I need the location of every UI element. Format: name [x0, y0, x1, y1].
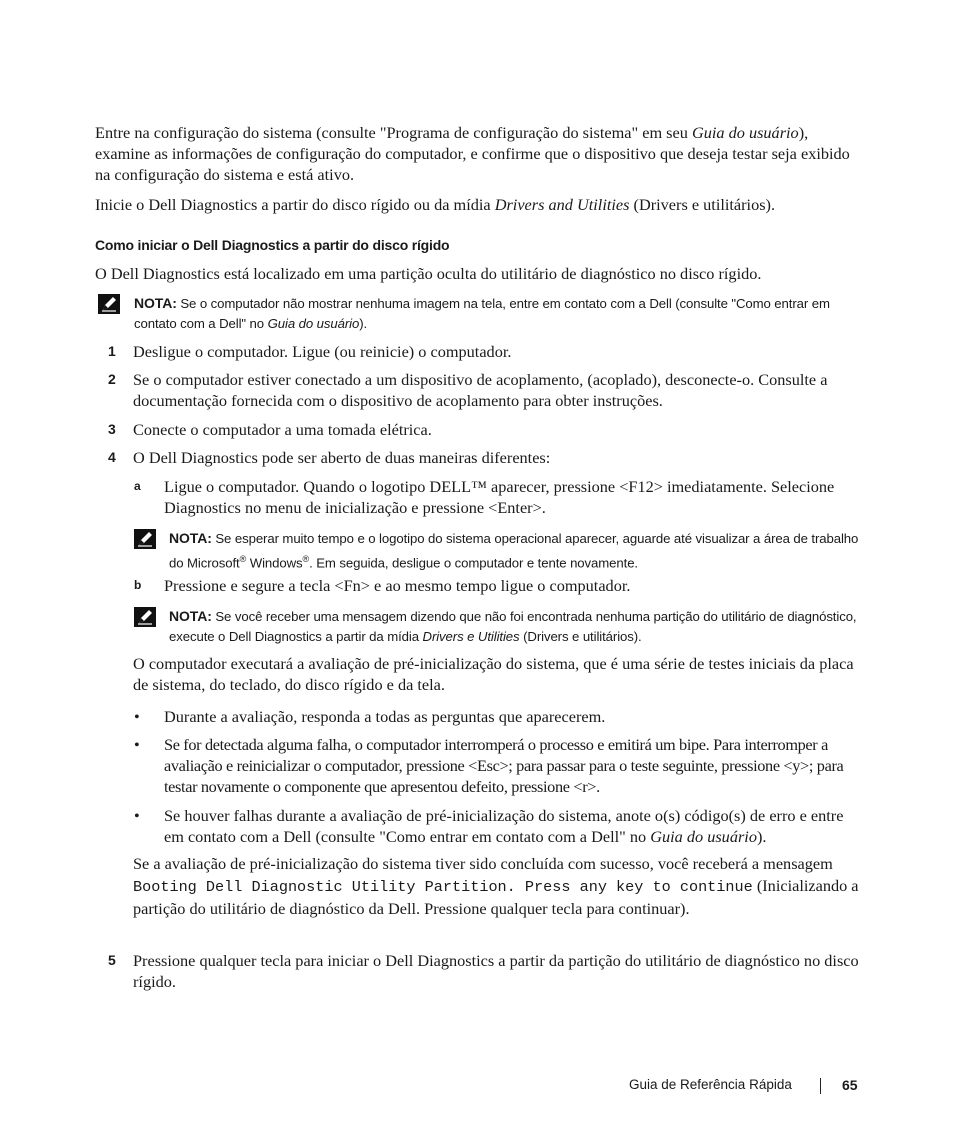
note-label: NOTA:	[169, 530, 212, 546]
note-text: Se o computador não mostrar nenhuma imagem na tela, entre em contato com a Dell (consulte "Como entrar em contato com a Dell" no	[134, 296, 830, 331]
step-text: Se o computador estiver conectado a um dispositivo de acoplamento, (acoplado), desconecte-o. Consulte a documentação fornecida com o dispositivo de acoplamento para obter instruções.	[133, 370, 828, 410]
note-text: . Em seguida, desligue o computador e tente novamente.	[309, 555, 638, 571]
note-label: NOTA:	[169, 608, 212, 624]
step-number: 4	[108, 449, 116, 465]
intro-text: ), examine as informações de configuração do computador, e confirme que o dispositivo que deseja testar seja exibido na configuração do sistema e está ativo.	[95, 123, 850, 184]
bullet-item: Se for detectada alguma falha, o computador interromperá o processo e emitirá um bipe. Para interromper a avaliação e reinicializar o computador, pressione <Esc>; para passar para o teste seguinte, pressione <y>; para testar novamente o componente que apresentou defeito, pressione <r>.	[164, 735, 844, 796]
intro-paragraph-2	[95, 194, 860, 215]
step-number: 2	[108, 371, 116, 387]
note-icon	[134, 529, 156, 549]
intro-text: Inicie o Dell Diagnostics a partir do disco rígido ou da mídia	[95, 195, 495, 214]
footer-separator	[820, 1078, 821, 1094]
footer-title: Guia de Referência Rápida	[629, 1077, 792, 1092]
bullet-text: ).	[756, 827, 767, 846]
note-icon	[98, 294, 120, 314]
page-number: 65	[842, 1077, 858, 1093]
intro-text: Entre na configuração do sistema (consulte "Programa de configuração do sistema" em seu	[95, 123, 692, 142]
success-text: (Inicializando a partição do utilitário de diagnóstico da Dell. Pressione qualquer tecla para continuar).	[133, 875, 859, 918]
bullet-text: Se houver falhas durante a avaliação de pré-inicialização do sistema, anote o(s) código(s) de erro e entre em contato com a Dell (consulte "Como entrar em contato com a Dell" no	[164, 806, 844, 846]
boot-message: Booting Dell Diagnostic Utility Partition. Press any key to continue	[133, 877, 753, 896]
guide-reference: Guia do usuário	[650, 827, 757, 846]
pre-boot-description: O computador executará a avaliação de pré-inicialização do sistema, que é uma série de testes iniciais da placa de sistema, do teclado, do disco rígido e da tela.	[133, 654, 854, 694]
bullet-marker: •	[134, 735, 140, 754]
media-name: Drivers and Utilities	[494, 195, 630, 214]
step-text: Conecte o computador a uma tomada elétrica.	[133, 420, 432, 439]
intro-paragraph-1	[95, 122, 860, 185]
substep-letter: a	[134, 479, 141, 493]
bullet-marker: •	[134, 707, 140, 726]
note-text: (Drivers e utilitários).	[519, 629, 642, 644]
note-3	[169, 606, 860, 647]
success-text: Se a avaliação de pré-inicialização do sistema tiver sido concluída com sucesso, você receberá a mensagem	[133, 854, 833, 873]
guide-reference: Guia do usuário	[691, 123, 799, 142]
section-heading: Como iniciar o Dell Diagnostics a partir do disco rígido	[95, 237, 450, 253]
success-paragraph	[133, 853, 860, 920]
intro-text: (Drivers e utilitários).	[629, 195, 776, 214]
bullet-item: Durante a avaliação, responda a todas as perguntas que aparecerem.	[164, 707, 606, 726]
step-text: Pressione qualquer tecla para iniciar o Dell Diagnostics a partir da partição do utilitário de diagnóstico no disco rígido.	[133, 951, 859, 991]
step-text: Desligue o computador. Ligue (ou reinicie) o computador.	[133, 342, 512, 361]
substep-letter: b	[134, 578, 142, 592]
registered-mark: ®	[302, 554, 310, 564]
step-number: 1	[108, 343, 116, 359]
note-1	[134, 293, 859, 334]
note-2	[169, 528, 860, 573]
note-text: Windows	[246, 555, 303, 571]
substep-text: Pressione e segure a tecla <Fn> e ao mesmo tempo ligue o computador.	[164, 576, 631, 595]
substep-text: Ligue o computador. Quando o logotipo DELL™ aparecer, pressione <F12> imediatamente. Selecione Diagnostics no menu de inicialização e pressione <Enter>.	[164, 477, 835, 517]
section-lead: O Dell Diagnostics está localizado em uma partição oculta do utilitário de diagnóstico no disco rígido.	[95, 264, 762, 283]
note-text: Se esperar muito tempo e o logotipo do sistema operacional aparecer, aguarde até visualizar a área de trabalho do Microsoft	[169, 531, 859, 571]
step-number: 3	[108, 421, 116, 437]
bullet-marker: •	[134, 806, 140, 825]
note-icon	[134, 607, 156, 627]
note-label: NOTA:	[134, 295, 177, 311]
step-number: 5	[108, 952, 116, 968]
note-text: ).	[359, 316, 368, 331]
media-name: Drivers e Utilities	[422, 629, 520, 644]
guide-reference: Guia do usuário	[267, 316, 360, 331]
step-text: O Dell Diagnostics pode ser aberto de duas maneiras diferentes:	[133, 448, 551, 467]
bullet-item	[164, 805, 860, 847]
note-text: Se você receber uma mensagem dizendo que não foi encontrada nenhuma partição do utilitário de diagnóstico, execute o Dell Diagnostics a partir da mídia	[169, 609, 857, 644]
registered-mark: ®	[239, 554, 247, 564]
